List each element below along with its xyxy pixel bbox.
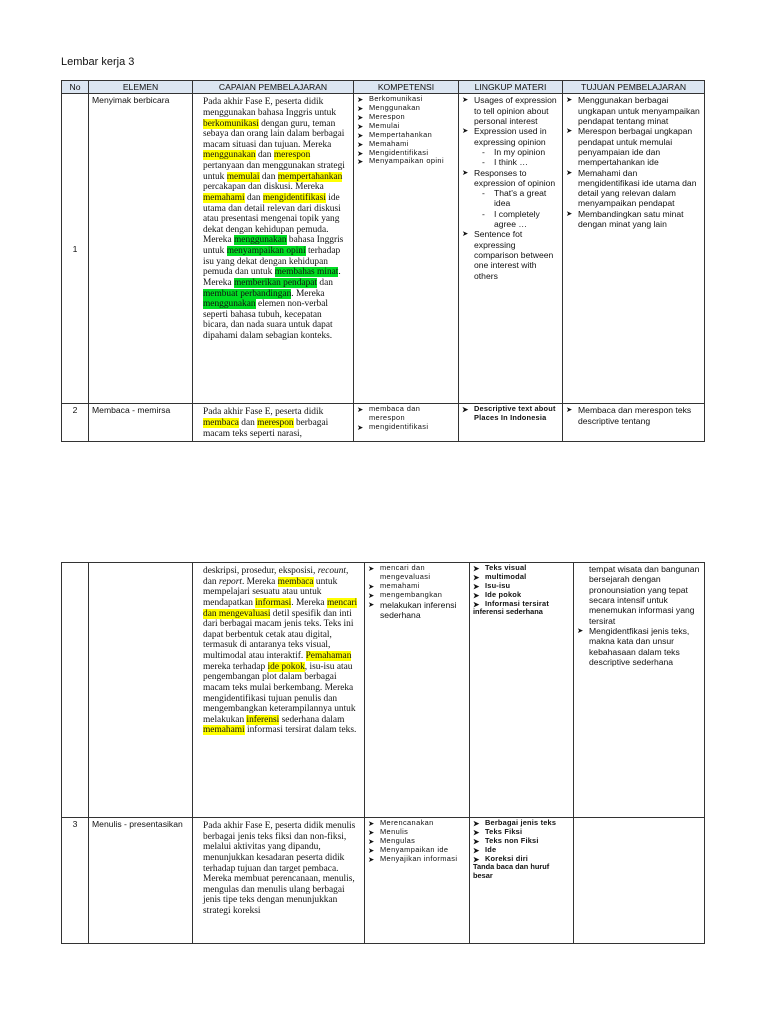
- text-segment: Mereka: [203, 235, 234, 246]
- text-segment: . Mereka: [291, 597, 327, 608]
- list-item: ➤ Merencanakan: [368, 819, 466, 828]
- lingkup-list: [462, 95, 559, 281]
- list-item: [462, 126, 559, 167]
- worksheet-table-bottom: [61, 562, 705, 944]
- capaian-cell: [193, 94, 354, 404]
- sub-list-item: - That's a great idea: [482, 188, 559, 209]
- list-item: ➤ Memahami dan mengidentifikasi ide utama dan detail yang relevan dalam menyampaikan pendapat: [566, 168, 701, 209]
- capaian-text: [203, 97, 349, 235]
- lingkup-cell: [470, 563, 574, 818]
- highlighted-term: membaca: [277, 576, 314, 587]
- kompetensi-cell: [365, 563, 470, 818]
- capaian-cell: [193, 563, 365, 818]
- list-item: [462, 229, 559, 281]
- capaian-cell: [193, 404, 354, 442]
- text-segment: dengan guru, teman sebaya dan orang lain dalam berbagai macam situasi dan tujuan. Mereka: [203, 118, 345, 150]
- text-segment: mereka terhadap: [203, 661, 268, 672]
- elemen-cell: Menyimak berbicara: [89, 94, 193, 404]
- sub-list-item: - I think …: [482, 157, 559, 167]
- tujuan-list: [566, 95, 701, 229]
- list-item: ➤ Memulai: [357, 122, 455, 131]
- table-row: [62, 563, 705, 818]
- highlighted-term: memahami: [203, 725, 245, 736]
- capaian-text: [203, 566, 360, 736]
- kompetensi-list: [368, 564, 466, 600]
- highlighted-term: memahami: [203, 192, 245, 203]
- lingkup-note: Tanda baca dan huruf besar: [473, 862, 550, 881]
- list-item: ➤ Descriptive text about Places In Indonesia: [462, 405, 559, 423]
- text-segment: dan: [238, 417, 258, 428]
- list-item: ➤ Membandingkan satu minat dengan minat yang lain: [566, 209, 701, 230]
- highlighted-term: berkomunikasi: [203, 118, 259, 129]
- list-item: ➤ mengembangkan: [368, 591, 466, 600]
- lingkup-list: [473, 564, 570, 608]
- highlighted-term: membaca: [203, 417, 239, 428]
- highlighted-term: ide pokok: [267, 661, 305, 672]
- header-row: [62, 81, 705, 94]
- highlighted-term: membahas minat: [274, 267, 339, 278]
- header-tujuan: TUJUAN PEMBELAJARAN: [563, 81, 705, 94]
- list-item-text: Usages of expression to tell opinion about personal interest: [474, 95, 557, 126]
- capaian-text: Pada akhir Fase E, peserta didik menulis berbagai jenis teks fiksi dan non-fiksi, melalui aktivitas yang dipandu, menunjukkan kesadaran peserta didik terhadap tujuan dan target pembaca. Mereka membuat perencanaan, menulis, mengulas dan menulis ulang berbagai jenis tipe teks dengan menunjukkan strategi koreksi: [203, 821, 356, 916]
- text-segment: terhadap isu yang dekat dengan kehidupan pemuda dan untuk: [203, 246, 341, 278]
- list-item: ➤ Mempertahankan: [357, 131, 455, 140]
- highlighted-term: mengidentifikasi: [262, 192, 326, 203]
- text-segment: sederhana dalam: [279, 714, 345, 725]
- lingkup-list: [473, 819, 570, 863]
- text-segment: berbagai macam teks seperti narasi,: [203, 417, 329, 439]
- list-item: ➤ Menyajikan informasi: [368, 855, 466, 864]
- list-item: ➤ melakukan inferensi sederhana: [368, 600, 466, 621]
- list-item: ➤ Menyampaikan ide: [368, 846, 466, 855]
- text-segment: Pada akhir Fase E, peserta didik menggunakan bahasa Inggris untuk: [203, 97, 337, 118]
- row-number: [62, 563, 89, 818]
- sub-list: [474, 147, 559, 168]
- row-number: 3: [62, 818, 89, 944]
- text-segment: pertanyaan dan menggunakan strategi untuk: [203, 161, 345, 182]
- list-item: ➤ Merespon: [357, 113, 455, 122]
- text-segment: untuk mempelajari sesuatu atau untuk mendapatkan: [203, 576, 338, 608]
- list-item: ➤ Berbagai jenis teks: [473, 819, 570, 828]
- highlighted-term: Pemahaman: [305, 651, 352, 661]
- capaian-text: [203, 407, 349, 439]
- text-segment: dan: [259, 171, 278, 182]
- text-segment: recount: [317, 566, 347, 576]
- text-segment: ide utama dan detail relevan dari diskusi atau presentasi mengenai topik yang dekat dengan kehidupan pemuda.: [203, 192, 341, 235]
- list-item: ➤ Berkomunikasi: [357, 95, 455, 104]
- highlighted-term: merespon: [257, 417, 294, 428]
- kompetensi-list: [357, 405, 455, 432]
- table-row: [62, 94, 705, 404]
- list-item: ➤ Informasi tersirat: [473, 600, 570, 609]
- capaian-text: [203, 235, 349, 341]
- list-item: ➤ mencari dan mengevaluasi: [368, 564, 466, 582]
- lingkup-cell: [459, 404, 563, 442]
- kompetensi-cell: [354, 404, 459, 442]
- text-segment: detil spesifik dan inti dari berbagai macam jenis teks. Teks ini dapat berbentuk cetak atau digital, termasuk di antaranya teks visual, multimodal atau interaktif.: [203, 608, 354, 661]
- list-item: ➤ Koreksi diri: [473, 855, 570, 864]
- list-item: ➤ Teks non Fiksi: [473, 837, 570, 846]
- list-item: ➤ Mengulas: [368, 837, 466, 846]
- kompetensi-list: [357, 95, 455, 166]
- text-segment: , dan: [203, 566, 349, 587]
- list-item: [462, 168, 559, 230]
- text-segment: . Mereka: [203, 267, 341, 288]
- text-segment: . Mereka: [241, 576, 278, 587]
- text-segment: elemen non-verbal seperti bahasa tubuh, kecepatan bicara, dan nada suara untuk dapat dipahami dalam sebagian konteks.: [203, 299, 333, 342]
- lingkup-cell: [459, 94, 563, 404]
- list-item: ➤ Menggunakan berbagai ungkapan untuk menyampaikan pendapat tentang minat: [566, 95, 701, 126]
- list-item: ➤ Merespon berbagai ungkapan pendapat untuk memulai penyampaian ide dan mempertahankan ide: [566, 126, 701, 167]
- capaian-cell: [193, 818, 365, 944]
- list-item: ➤ Isu-isu: [473, 582, 570, 591]
- elemen-cell: Menulis - presentasikan: [89, 818, 193, 944]
- tujuan-cell: [563, 94, 705, 404]
- page-title: Lembar kerja 3: [61, 56, 135, 68]
- list-item: ➤ Menggunakan: [357, 104, 455, 113]
- list-item: ➤ multimodal: [473, 573, 570, 582]
- list-item: ➤ Ide: [473, 846, 570, 855]
- highlighted-term: memulai: [226, 171, 260, 182]
- text-segment: report: [218, 576, 242, 587]
- header-lingkup: LINGKUP MATERI: [459, 81, 563, 94]
- tujuan-list: [577, 626, 701, 667]
- text-segment: percakapan dan diskusi. Mereka: [203, 182, 324, 193]
- list-item: ➤ Memahami: [357, 140, 455, 149]
- list-item: [462, 95, 559, 126]
- list-item: ➤ Mengidentfikasi jenis teks, makna kata dan unsur kebahasaan dalam teks descriptive sederhana: [577, 626, 701, 667]
- list-item: ➤ Menyampaikan opini: [357, 157, 455, 166]
- list-item: ➤ Menulis: [368, 828, 466, 837]
- highlighted-term: mencari dan mengevaluasi: [203, 597, 358, 619]
- highlighted-term: informasi: [255, 597, 292, 608]
- text-segment: . Mereka: [291, 288, 325, 299]
- highlighted-term: menggunakan: [203, 299, 256, 310]
- text-segment: bahasa Inggris untuk: [203, 235, 344, 257]
- sub-list-item: - I completely agree …: [482, 209, 559, 230]
- header-capaian: CAPAIAN PEMBELAJARAN: [193, 81, 354, 94]
- worksheet-table-top: [61, 80, 705, 442]
- tujuan-cell: [574, 563, 705, 818]
- sub-list: [474, 188, 559, 229]
- tujuan-lead: tempat wisata dan bangunan bersejarah dengan pronounsiation yang tepat secara intensif untuk menemukan informasi yang tersirat: [589, 564, 700, 626]
- list-item: ➤ mengidentifikasi: [357, 423, 455, 432]
- text-segment: deskripsi, prosedur, eksposisi,: [203, 566, 318, 576]
- highlighted-term: merespon: [273, 150, 311, 161]
- elemen-cell: Membaca - memirsa: [89, 404, 193, 442]
- text-segment: Pada akhir Fase E, peserta didik: [203, 407, 324, 418]
- kompetensi-list: [368, 600, 466, 621]
- text-segment: , isu-isu atau pengembangan plot dalam berbagai macam teks mulai berkembang. Mereka mengidentifikasi tujuan penulis dan mengembangkan keterampilannya untuk melakukan: [203, 661, 356, 725]
- highlighted-term: inferensi: [246, 714, 280, 725]
- elemen-cell: [89, 563, 193, 818]
- kompetensi-cell: [365, 818, 470, 944]
- tujuan-cell: [563, 404, 705, 442]
- highlighted-term: menyampaikan opini: [226, 246, 306, 257]
- list-item-text: Sentence fot expressing comparison between one interest with others: [474, 229, 554, 281]
- lingkup-cell: [470, 818, 574, 944]
- header-kompetensi: KOMPETENSI: [354, 81, 459, 94]
- table-row: [62, 818, 705, 944]
- header-elemen: ELEMEN: [89, 81, 193, 94]
- sub-list-item: - In my opinion: [482, 147, 559, 157]
- text-segment: dan: [244, 192, 263, 203]
- list-item: ➤ Membaca dan merespon teks descriptive tentang: [566, 405, 701, 426]
- text-segment: dan: [317, 277, 333, 288]
- list-item: ➤ membaca dan merespon: [357, 405, 455, 423]
- row-number: 2: [62, 404, 89, 442]
- tujuan-list: [566, 405, 701, 426]
- header-no: No: [62, 81, 89, 94]
- list-item: ➤ memahami: [368, 582, 466, 591]
- text-segment: dan: [255, 150, 274, 161]
- list-item: ➤ Teks visual: [473, 564, 570, 573]
- lingkup-list: [462, 405, 559, 423]
- text-segment: informasi tersirat dalam teks.: [244, 725, 357, 736]
- list-item: ➤ Ide pokok: [473, 591, 570, 600]
- kompetensi-list: [368, 819, 466, 863]
- list-item-text: Expression used in expressing opinion: [474, 126, 547, 147]
- table-row: [62, 404, 705, 442]
- highlighted-term: mempertahankan: [277, 171, 343, 182]
- highlighted-term: menggunakan: [233, 235, 287, 246]
- row-number: 1: [62, 94, 89, 404]
- list-item: ➤ Mengidentifikasi: [357, 149, 455, 158]
- highlighted-term: membuat perbandingan: [203, 288, 292, 299]
- list-item: ➤ Teks Fiksi: [473, 828, 570, 837]
- highlighted-term: memberikan pendapat: [233, 277, 318, 288]
- kompetensi-cell: [354, 94, 459, 404]
- lingkup-note: inferensi sederhana: [473, 607, 543, 617]
- highlighted-term: menggunakan: [203, 150, 256, 161]
- list-item-text: Responses to expression of opinion: [474, 167, 556, 188]
- tujuan-cell: [574, 818, 705, 944]
